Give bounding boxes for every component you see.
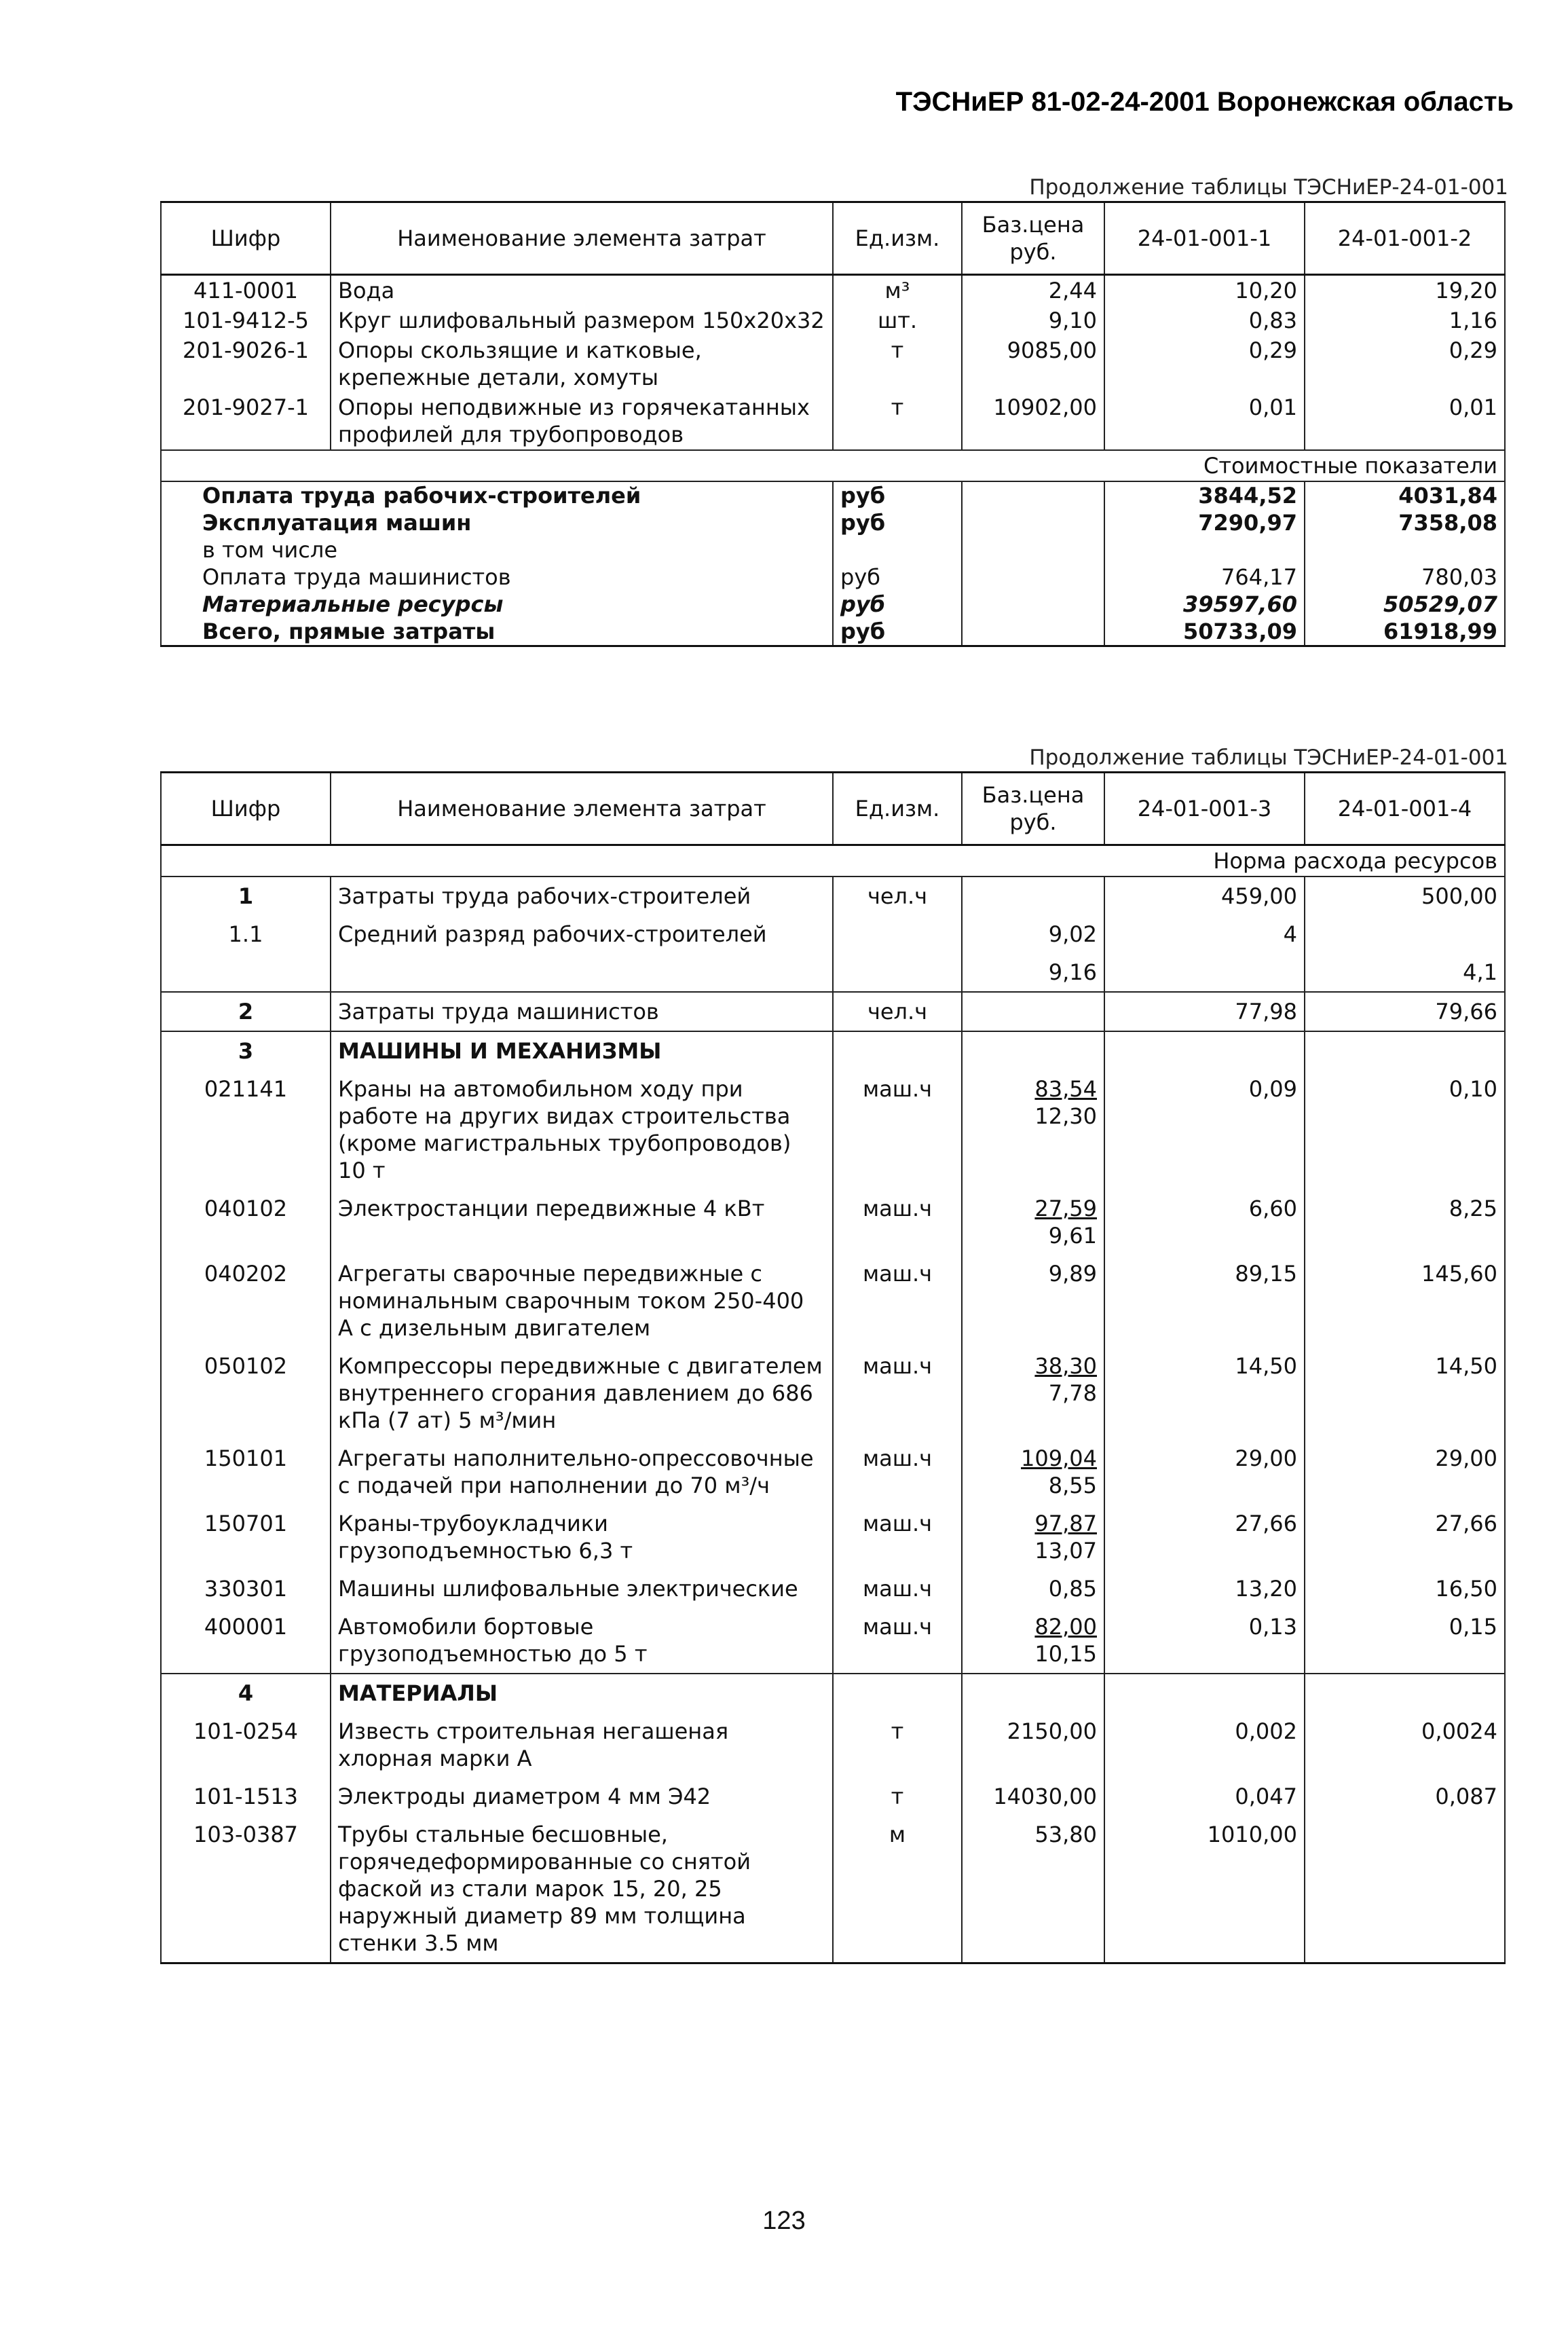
cell-name: [331, 953, 833, 992]
cell-value-1: 10,20: [1104, 275, 1305, 306]
table-row: [161, 1070, 1505, 1189]
summary-price: [962, 481, 1104, 509]
cell-value-1: 0,13: [1104, 1608, 1305, 1674]
table-row: [161, 335, 1505, 392]
cell-code: 101-9412-5: [161, 306, 331, 335]
cell-name: Агрегаты сварочные передвижные с номинальным сварочным током 250-400 А с дизельным двигателем: [331, 1255, 833, 1347]
price-value: 14030,00: [993, 1784, 1097, 1809]
cell-unit: т: [833, 335, 962, 392]
cell-name: Автомобили бортовые грузоподъемностью до 5 т: [331, 1608, 833, 1674]
table1: [160, 201, 1506, 647]
cell-value-2: 1,16: [1305, 306, 1505, 335]
price-value: 0,85: [1048, 1576, 1097, 1602]
summary-value-2: [1305, 536, 1505, 564]
cell-value-2: [1305, 1674, 1505, 1712]
cell-name: Известь строительная негашеная хлорная марки А: [331, 1712, 833, 1777]
table-row: [161, 1255, 1505, 1347]
table1-caption: Продолжение таблицы ТЭСНиЕР-24-01-001: [1029, 175, 1508, 200]
cell-unit: т: [833, 392, 962, 450]
price-secondary-value: 7,78: [1048, 1380, 1097, 1406]
cell-price: [962, 1815, 1104, 1963]
cell-value-2: 0,01: [1305, 392, 1505, 450]
cell-price: [962, 1189, 1104, 1255]
cell-unit: маш.ч: [833, 1505, 962, 1570]
cell-name: Вода: [331, 275, 833, 306]
cell-unit: [833, 915, 962, 953]
cell-price: [962, 1712, 1104, 1777]
cell-name: МАШИНЫ И МЕХАНИЗМЫ: [331, 1031, 833, 1070]
cell-name: Электростанции передвижные 4 кВт: [331, 1189, 833, 1255]
price-secondary-value: 8,55: [1048, 1473, 1097, 1498]
summary-unit: руб: [833, 509, 962, 536]
col-header-price: Баз.цена руб.: [962, 202, 1104, 275]
col-header-code: Шифр: [161, 202, 331, 275]
cell-name: Агрегаты наполнительно-опрессовочные с подачей при наполнении до 70 м³/ч: [331, 1439, 833, 1505]
col-header-name: Наименование элемента затрат: [331, 202, 833, 275]
cell-value-2: 500,00: [1305, 877, 1505, 915]
cell-code: 4: [161, 1674, 331, 1712]
cell-price: [962, 1255, 1104, 1347]
cell-code: 201-9026-1: [161, 335, 331, 392]
price-value: 27,59: [1034, 1196, 1097, 1221]
summary-name: в том числе: [161, 536, 833, 564]
table-row: [161, 1570, 1505, 1608]
cell-code: 101-1513: [161, 1777, 331, 1815]
cell-value-1: 77,98: [1104, 992, 1305, 1031]
cell-code: 101-0254: [161, 1712, 331, 1777]
cell-value-2: 79,66: [1305, 992, 1505, 1031]
summary-name: Материальные ресурсы: [161, 591, 833, 618]
table-row: [161, 306, 1505, 335]
cell-price: [962, 1674, 1104, 1712]
table-row: [161, 1031, 1505, 1070]
summary-value-2: 7358,08: [1305, 509, 1505, 536]
cell-price: 9,10: [962, 306, 1104, 335]
cell-unit: [833, 1031, 962, 1070]
table-row: [161, 992, 1505, 1031]
cell-price: 9085,00: [962, 335, 1104, 392]
price-value: 83,54: [1034, 1076, 1097, 1102]
cell-name: Трубы стальные бесшовные, горячедеформированные со снятой фаской из стали марок 15, 20, 25 наружный диаметр 89 мм толщина стенки 3.5 мм: [331, 1815, 833, 1963]
summary-unit: [833, 536, 962, 564]
table2: [160, 771, 1506, 1964]
cell-code: 3: [161, 1031, 331, 1070]
summary-name: Эксплуатация машин: [161, 509, 833, 536]
cell-value-2: 27,66: [1305, 1505, 1505, 1570]
col-header-v1: 24-01-001-3: [1104, 773, 1305, 845]
cell-code: [161, 953, 331, 992]
page-number: 123: [762, 2207, 806, 2235]
cell-value-1: 29,00: [1104, 1439, 1305, 1505]
cell-price: [962, 915, 1104, 953]
summary-value-1: [1104, 536, 1305, 564]
summary-value-2: 780,03: [1305, 564, 1505, 591]
price-value: 109,04: [1021, 1445, 1097, 1471]
cell-price: [962, 877, 1104, 915]
cell-code: 150101: [161, 1439, 331, 1505]
cell-value-1: 0,047: [1104, 1777, 1305, 1815]
summary-row: [161, 509, 1505, 536]
price-value: 2150,00: [1007, 1718, 1097, 1744]
cell-value-2: [1305, 915, 1505, 953]
cell-value-2: 8,25: [1305, 1189, 1505, 1255]
cell-unit: шт.: [833, 306, 962, 335]
summary-value-1: 7290,97: [1104, 509, 1305, 536]
col-header-v2: 24-01-001-2: [1305, 202, 1505, 275]
summary-unit: руб: [833, 564, 962, 591]
col-header-price: Баз.цена руб.: [962, 773, 1104, 845]
page-header-title: ТЭСНиЕР 81-02-24-2001 Воронежская область: [895, 87, 1514, 117]
summary-value-1: 3844,52: [1104, 481, 1305, 509]
table-row: [161, 1505, 1505, 1570]
summary-name: Оплата труда рабочих-строителей: [161, 481, 833, 509]
summary-unit: руб: [833, 481, 962, 509]
price-value: 53,80: [1034, 1822, 1097, 1847]
cell-name: Опоры неподвижные из горячекатанных профилей для трубопроводов: [331, 392, 833, 450]
cell-value-1: 0,01: [1104, 392, 1305, 450]
price-secondary-value: 12,30: [1034, 1103, 1097, 1129]
cell-unit: маш.ч: [833, 1070, 962, 1189]
summary-title: Стоимостные показатели: [161, 450, 1505, 481]
norm-title-row: [161, 845, 1505, 877]
cell-code: 411-0001: [161, 275, 331, 306]
cell-value-1: 6,60: [1104, 1189, 1305, 1255]
summary-unit: руб: [833, 591, 962, 618]
table-row: [161, 1347, 1505, 1439]
cell-code: 2: [161, 992, 331, 1031]
summary-value-1: 39597,60: [1104, 591, 1305, 618]
cell-value-1: 0,29: [1104, 335, 1305, 392]
cell-value-2: 0,15: [1305, 1608, 1505, 1674]
summary-price: [962, 564, 1104, 591]
cell-value-2: 14,50: [1305, 1347, 1505, 1439]
table-row: [161, 915, 1505, 953]
cell-unit: чел.ч: [833, 992, 962, 1031]
cell-name: Краны на автомобильном ходу при работе на других видах строительства (кроме магистральных трубопроводов) 10 т: [331, 1070, 833, 1189]
table-row: [161, 1439, 1505, 1505]
price-value: 9,02: [1048, 921, 1097, 947]
cell-name: Затраты труда рабочих-строителей: [331, 877, 833, 915]
cell-value-2: [1305, 1815, 1505, 1963]
cell-unit: маш.ч: [833, 1189, 962, 1255]
cell-value-2: [1305, 1031, 1505, 1070]
cell-unit: маш.ч: [833, 1608, 962, 1674]
cell-code: 400001: [161, 1608, 331, 1674]
cell-value-2: 19,20: [1305, 275, 1505, 306]
cell-name: Круг шлифовальный размером 150х20х32: [331, 306, 833, 335]
cell-unit: [833, 953, 962, 992]
table2-caption: Продолжение таблицы ТЭСНиЕР-24-01-001: [1029, 745, 1508, 770]
cell-price: 2,44: [962, 275, 1104, 306]
summary-name: Оплата труда машинистов: [161, 564, 833, 591]
cell-value-2: 0,087: [1305, 1777, 1505, 1815]
cell-code: 050102: [161, 1347, 331, 1439]
cell-name: Опоры скользящие и катковые, крепежные детали, хомуты: [331, 335, 833, 392]
cell-value-1: [1104, 1674, 1305, 1712]
cell-price: 10902,00: [962, 392, 1104, 450]
cell-price: [962, 1347, 1104, 1439]
table2-header-row: [161, 773, 1505, 845]
price-value: 9,16: [1048, 959, 1097, 985]
cell-code: 201-9027-1: [161, 392, 331, 450]
cell-value-1: 1010,00: [1104, 1815, 1305, 1963]
summary-title-row: [161, 450, 1505, 481]
cell-code: 103-0387: [161, 1815, 331, 1963]
cell-unit: маш.ч: [833, 1347, 962, 1439]
table-row: [161, 877, 1505, 915]
price-value: 82,00: [1034, 1614, 1097, 1640]
cell-value-2: 4,1: [1305, 953, 1505, 992]
cell-name: Электроды диаметром 4 мм Э42: [331, 1777, 833, 1815]
col-header-unit: Ед.изм.: [833, 773, 962, 845]
cell-price: [962, 1070, 1104, 1189]
cell-value-1: 0,83: [1104, 306, 1305, 335]
cell-code: 330301: [161, 1570, 331, 1608]
col-header-name: Наименование элемента затрат: [331, 773, 833, 845]
cell-value-2: 0,29: [1305, 335, 1505, 392]
summary-row: [161, 591, 1505, 618]
cell-value-1: 89,15: [1104, 1255, 1305, 1347]
cell-code: 1: [161, 877, 331, 915]
price-value: 97,87: [1034, 1511, 1097, 1536]
cell-price: [962, 1570, 1104, 1608]
summary-value-2: 61918,99: [1305, 618, 1505, 646]
table-row: [161, 1674, 1505, 1712]
summary-price: [962, 509, 1104, 536]
price-secondary-value: 13,07: [1034, 1538, 1097, 1564]
cell-unit: т: [833, 1712, 962, 1777]
cell-name: МАТЕРИАЛЫ: [331, 1674, 833, 1712]
cell-unit: маш.ч: [833, 1255, 962, 1347]
norm-title: Норма расхода ресурсов: [161, 845, 1505, 877]
table-row: [161, 1712, 1505, 1777]
cell-unit: чел.ч: [833, 877, 962, 915]
price-secondary-value: 10,15: [1034, 1641, 1097, 1667]
summary-price: [962, 591, 1104, 618]
table-row: [161, 1777, 1505, 1815]
cell-value-1: 459,00: [1104, 877, 1305, 915]
cell-price: [962, 1031, 1104, 1070]
cell-unit: маш.ч: [833, 1570, 962, 1608]
table-row: [161, 1608, 1505, 1674]
summary-row: [161, 536, 1505, 564]
cell-unit: м³: [833, 275, 962, 306]
cell-value-2: 0,10: [1305, 1070, 1505, 1189]
cell-code: 021141: [161, 1070, 331, 1189]
cell-code: 1.1: [161, 915, 331, 953]
cell-value-1: 0,09: [1104, 1070, 1305, 1189]
table-row: [161, 1189, 1505, 1255]
cell-value-1: 27,66: [1104, 1505, 1305, 1570]
summary-unit: руб: [833, 618, 962, 646]
price-secondary-value: 9,61: [1048, 1223, 1097, 1249]
summary-value-1: 764,17: [1104, 564, 1305, 591]
table-row: [161, 275, 1505, 306]
price-value: 38,30: [1034, 1353, 1097, 1379]
cell-price: [962, 1608, 1104, 1674]
cell-value-2: 0,0024: [1305, 1712, 1505, 1777]
price-value: 9,89: [1048, 1261, 1097, 1287]
cell-price: [962, 1777, 1104, 1815]
col-header-code: Шифр: [161, 773, 331, 845]
cell-name: Машины шлифовальные электрические: [331, 1570, 833, 1608]
col-header-unit: Ед.изм.: [833, 202, 962, 275]
summary-name: Всего, прямые затраты: [161, 618, 833, 646]
summary-row: [161, 481, 1505, 509]
cell-value-1: [1104, 953, 1305, 992]
cell-name: Компрессоры передвижные с двигателем внутреннего сгорания давлением до 686 кПа (7 ат) 5 м³/мин: [331, 1347, 833, 1439]
cell-value-2: 29,00: [1305, 1439, 1505, 1505]
summary-price: [962, 618, 1104, 646]
cell-value-1: 13,20: [1104, 1570, 1305, 1608]
table-row: [161, 392, 1505, 450]
cell-price: [962, 1439, 1104, 1505]
table1-header-row: [161, 202, 1505, 275]
col-header-v1: 24-01-001-1: [1104, 202, 1305, 275]
summary-value-1: 50733,09: [1104, 618, 1305, 646]
cell-value-1: [1104, 1031, 1305, 1070]
cell-name: Краны-трубоукладчики грузоподъемностью 6,3 т: [331, 1505, 833, 1570]
cell-unit: маш.ч: [833, 1439, 962, 1505]
cell-value-1: 0,002: [1104, 1712, 1305, 1777]
cell-code: 040102: [161, 1189, 331, 1255]
cell-unit: м: [833, 1815, 962, 1963]
table-row: [161, 953, 1505, 992]
cell-value-1: 14,50: [1104, 1347, 1305, 1439]
summary-row: [161, 618, 1505, 646]
cell-price: [962, 992, 1104, 1031]
cell-name: Затраты труда машинистов: [331, 992, 833, 1031]
cell-unit: [833, 1674, 962, 1712]
summary-value-2: 50529,07: [1305, 591, 1505, 618]
cell-value-2: 145,60: [1305, 1255, 1505, 1347]
cell-name: Средний разряд рабочих-строителей: [331, 915, 833, 953]
cell-price: [962, 953, 1104, 992]
cell-value-1: 4: [1104, 915, 1305, 953]
table-row: [161, 1815, 1505, 1963]
summary-price: [962, 536, 1104, 564]
col-header-v2: 24-01-001-4: [1305, 773, 1505, 845]
cell-unit: т: [833, 1777, 962, 1815]
cell-code: 150701: [161, 1505, 331, 1570]
summary-value-2: 4031,84: [1305, 481, 1505, 509]
cell-value-2: 16,50: [1305, 1570, 1505, 1608]
cell-code: 040202: [161, 1255, 331, 1347]
summary-row: [161, 564, 1505, 591]
cell-price: [962, 1505, 1104, 1570]
